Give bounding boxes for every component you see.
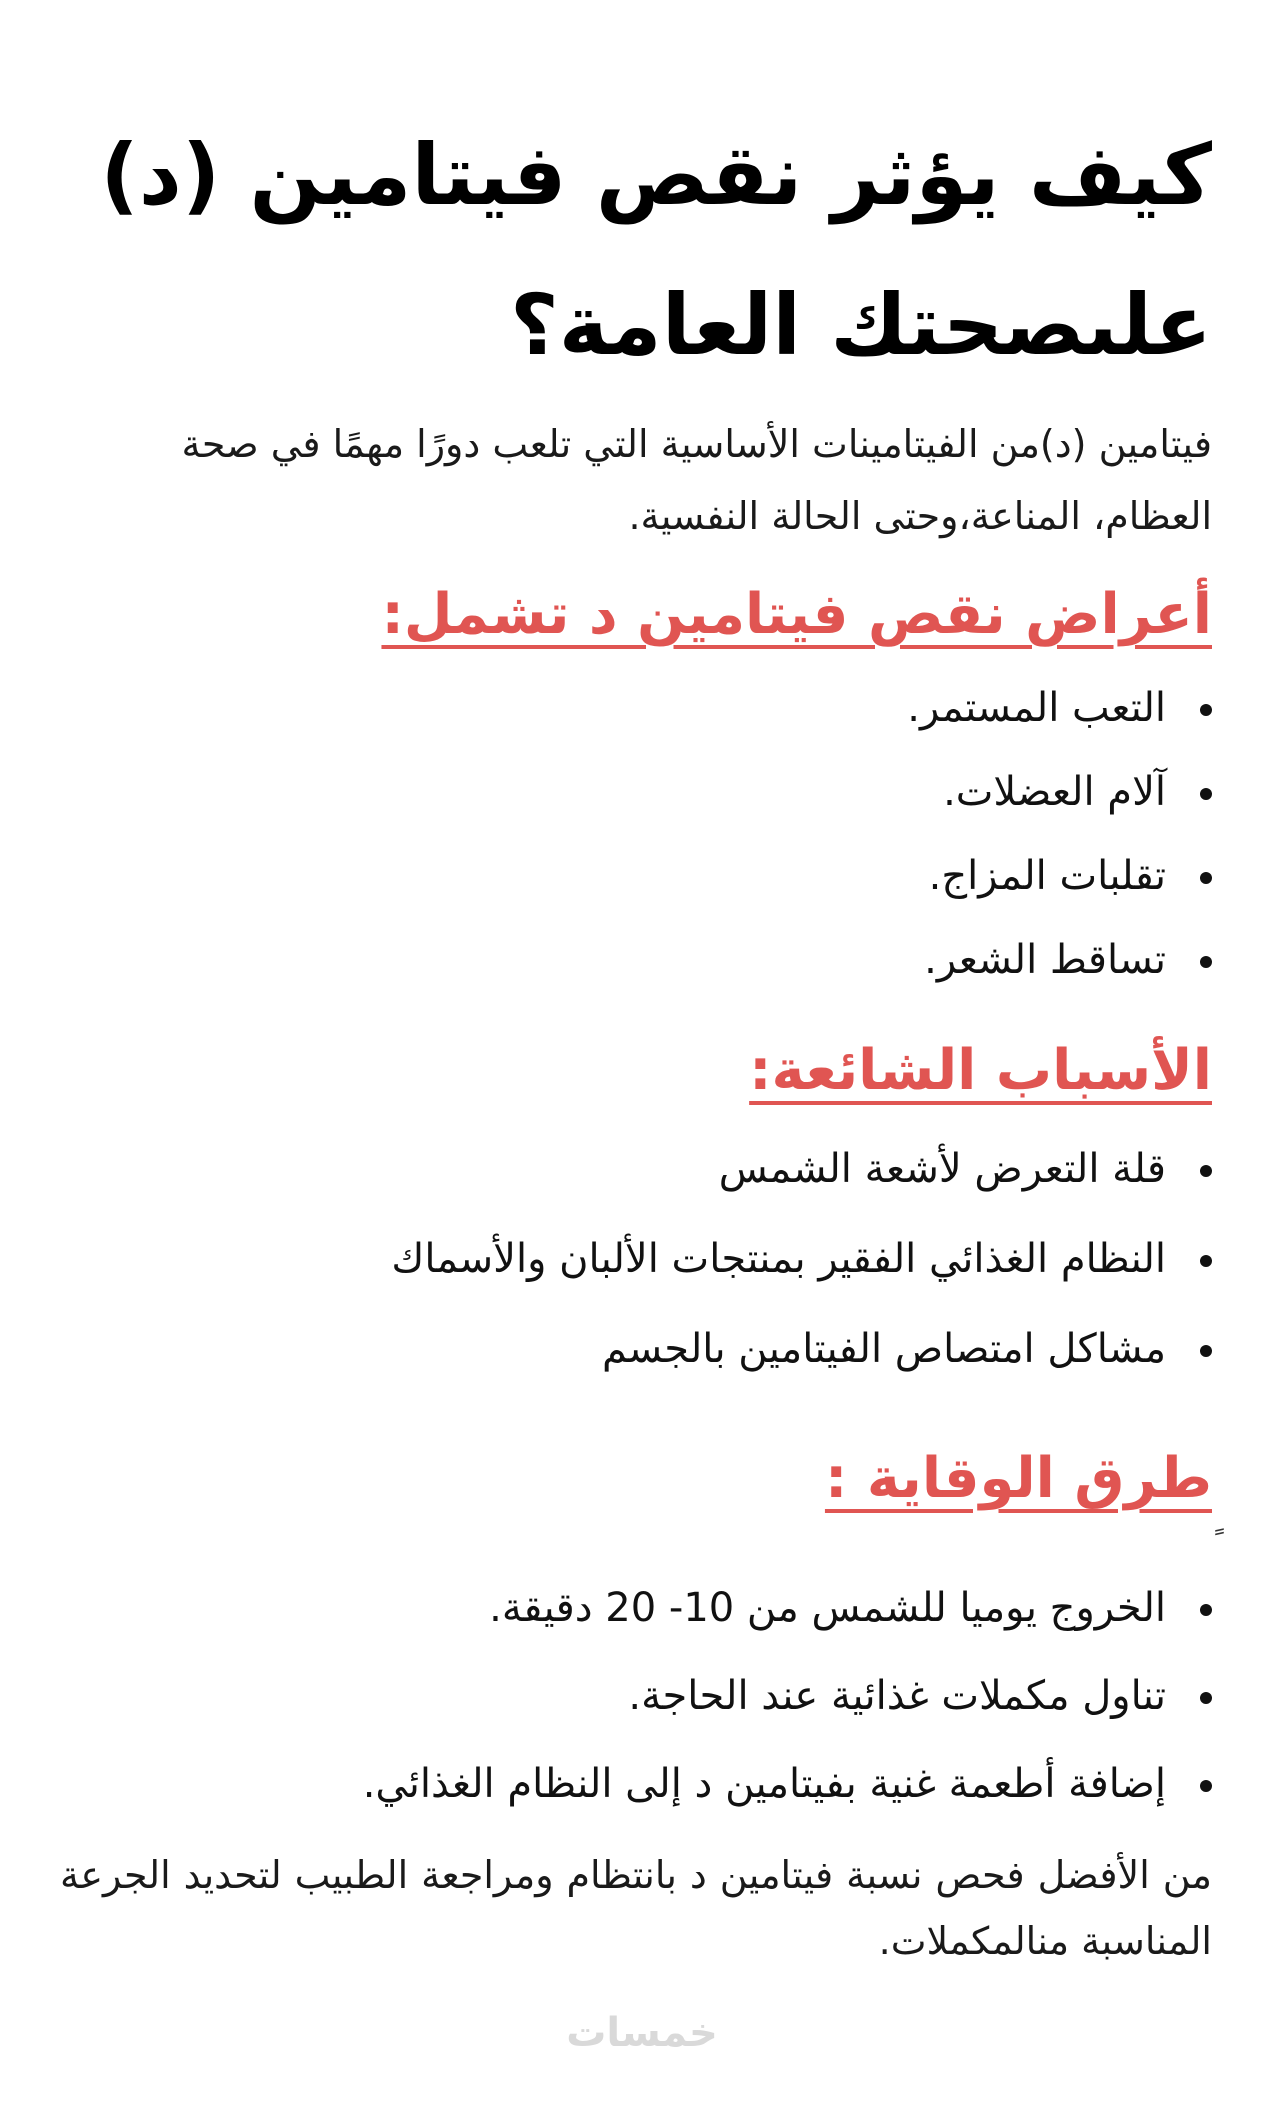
article <box>60 100 1212 1974</box>
symptoms-heading: أعراض نقص فيتامين د تشمل: <box>381 582 1212 647</box>
list-item <box>60 1304 1212 1394</box>
bullet-dot-icon <box>1200 1345 1212 1357</box>
bullet-dot-icon <box>1200 704 1212 716</box>
bullet-dot-icon <box>1200 1255 1212 1267</box>
list-item-text: تقلبات المزاج. <box>928 853 1166 899</box>
list-item-text: تساقط الشعر. <box>924 937 1166 983</box>
list-item <box>60 666 1212 750</box>
intro-paragraph: فيتامين (د)من الفيتامينات الأساسية التي تلعب دورًا مهمًا في صحة العظام، المناعة،وحتى الحالة النفسية. <box>181 422 1212 538</box>
list-item-text: الخروج يوميا للشمس من 10- 20 دقيقة. <box>489 1585 1166 1631</box>
list-item <box>60 750 1212 834</box>
list-item <box>60 1564 1212 1652</box>
causes-list <box>60 1124 1212 1394</box>
list-item-text: قلة التعرض لأشعة الشمس <box>718 1146 1166 1192</box>
causes-heading: الأسباب الشائعة: <box>749 1038 1212 1103</box>
prevention-list <box>60 1564 1212 1828</box>
list-item <box>60 918 1212 1002</box>
watermark-logo: خمسات <box>566 2010 718 2056</box>
bullet-dot-icon <box>1200 1165 1212 1177</box>
list-item-text: النظام الغذائي الفقير بمنتجات الألبان والأسماك <box>391 1236 1166 1282</box>
list-item <box>60 1124 1212 1214</box>
article-title: كيف يؤثر نقص فيتامين (د) علىصحتك العامة؟ <box>100 126 1212 374</box>
list-item <box>60 1214 1212 1304</box>
bullet-dot-icon <box>1200 956 1212 968</box>
bullet-dot-icon <box>1200 1604 1212 1616</box>
bullet-dot-icon <box>1200 872 1212 884</box>
list-item <box>60 1652 1212 1740</box>
list-item <box>60 834 1212 918</box>
bullet-dot-icon <box>1200 788 1212 800</box>
list-item-text: تناول مكملات غذائية عند الحاجة. <box>628 1673 1166 1719</box>
stray-mark <box>60 1524 1212 1564</box>
prevention-heading: طرق الوقاية : <box>824 1446 1212 1511</box>
closing-paragraph: من الأفضل فحص نسبة فيتامين د بانتظام ومراجعة الطبيب لتحديد الجرعة المناسبة منالمكملات. <box>60 1853 1212 1963</box>
list-item-text: آلام العضلات. <box>943 769 1166 815</box>
list-item-text: مشاكل امتصاص الفيتامين بالجسم <box>601 1326 1166 1372</box>
list-item-text: التعب المستمر. <box>907 685 1166 731</box>
list-item-text: إضافة أطعمة غنية بفيتامين د إلى النظام الغذائي. <box>362 1761 1166 1807</box>
bullet-dot-icon <box>1200 1780 1212 1792</box>
bullet-dot-icon <box>1200 1692 1212 1704</box>
list-item <box>60 1740 1212 1828</box>
symptoms-list <box>60 666 1212 1002</box>
